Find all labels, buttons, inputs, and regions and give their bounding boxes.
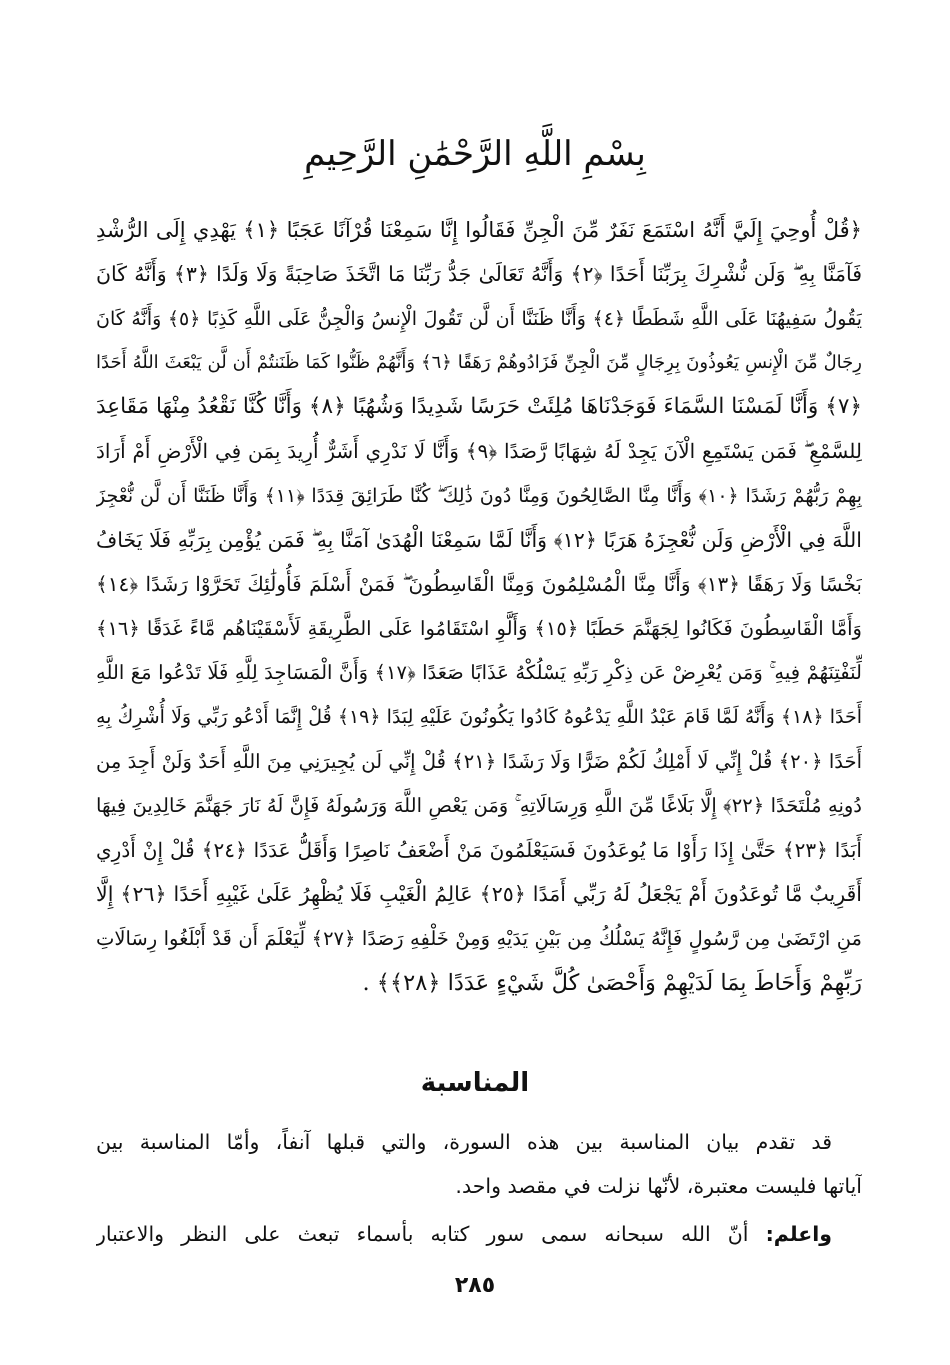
verse-line: ﴿قُلْ أُوحِيَ إِلَيَّ أَنَّهُ اسْتَمَعَ نَفَرٌ مِّنَ الْجِنِّ فَقَالُوا إِنَّا سَمِعْنَا قُرْآنًا عَجَبًا ﴿١﴾ يَهْدِي إِلَى الرُّشْدِ — [96, 218, 862, 242]
verse-line: بِهِمْ رَبُّهُمْ رَشَدًا ﴿١٠﴾ وَأَنَّا مِنَّا الصَّالِحُونَ وَمِنَّا دُونَ ذَٰلِكَ ۖ كُنَّا طَرَائِقَ قِدَدًا ﴿١١﴾ وَأَنَّا ظَنَنَّا أَن لَّن نُّعْجِزَ — [96, 484, 862, 507]
verse-line: وَأَمَّا الْقَاسِطُونَ فَكَانُوا لِجَهَنَّمَ حَطَبًا ﴿١٥﴾ وَأَلَّوِ اسْتَقَامُوا عَلَى الطَّرِيقَةِ لَأَسْقَيْنَاهُم مَّاءً غَدَقًا ﴿١٦﴾ — [96, 616, 862, 640]
paragraph-lead-word: واعلم: — [765, 1222, 832, 1246]
verse-line: رِجَالٌ مِّنَ الْإِنسِ يَعُوذُونَ بِرِجَالٍ مِّنَ الْجِنِّ فَزَادُوهُمْ رَهَقًا ﴿٦﴾ وَأَنَّهُمْ ظَنُّوا كَمَا ظَنَنتُمْ أَن لَّن يَبْعَثَ اللَّهُ أَحَدًا — [96, 351, 862, 373]
verse-line: مَنِ ارْتَضَىٰ مِن رَّسُولٍ فَإِنَّهُ يَسْلُكُ مِن بَيْنِ يَدَيْهِ وَمِنْ خَلْفِهِ رَصَدًا ﴿٢٧﴾ لِّيَعْلَمَ أَن قَدْ أَبْلَغُوا رِسَالَاتِ — [96, 926, 862, 950]
verse-line: أَبَدًا ﴿٢٣﴾ حَتَّىٰ إِذَا رَأَوْا مَا يُوعَدُونَ فَسَيَعْلَمُونَ مَنْ أَضْعَفُ نَاصِرًا وَأَقَلُّ عَدَدًا ﴿٢٤﴾ قُلْ إِنْ أَدْرِي — [96, 838, 862, 863]
section-title: المناسبة — [420, 1068, 530, 1098]
verse-line: رَبِّهِمْ وَأَحَاطَ بِمَا لَدَيْهِمْ وَأَحْصَىٰ كُلَّ شَيْءٍ عَدَدًا ﴿٢٨﴾﴾ . — [362, 970, 862, 997]
paragraph-text: أنّ الله سبحانه سمى سور كتابه بأسماء تبعث على النظر والاعتبار — [96, 1222, 749, 1246]
basmala-heading: بِسْمِ اللَّهِ الرَّحْمَٰنِ الرَّحِيمِ — [304, 134, 646, 174]
paragraph-line: قد تقدم بيان المناسبة بين هذه السورة، والتي قبلها آنفاً، وأمّا المناسبة بين — [96, 1130, 832, 1154]
verse-line: اللَّهَ فِي الْأَرْضِ وَلَن نُّعْجِزَهُ هَرَبًا ﴿١٢﴾ وَأَنَّا لَمَّا سَمِعْنَا الْهُدَىٰ آمَنَّا بِهِ ۖ فَمَن يُؤْمِن بِرَبِّهِ فَلَا يَخَافُ — [96, 528, 862, 553]
paragraph-2 — [96, 1212, 862, 1256]
verse-line: أَحَدًا ﴿١٨﴾ وَأَنَّهُ لَمَّا قَامَ عَبْدُ اللَّهِ يَدْعُوهُ كَادُوا يَكُونُونَ عَلَيْهِ لِبَدًا ﴿١٩﴾ قُلْ إِنَّمَا أَدْعُو رَبِّي وَلَا أُشْرِكُ بِهِ — [96, 706, 862, 729]
verse-line: بَخْسًا وَلَا رَهَقًا ﴿١٣﴾ وَأَنَّا مِنَّا الْمُسْلِمُونَ وَمِنَّا الْقَاسِطُونَ ۖ فَمَنْ أَسْلَمَ فَأُولَٰئِكَ تَحَرَّوْا رَشَدًا ﴿١٤﴾ — [96, 572, 862, 597]
verse-line: يَقُولُ سَفِيهُنَا عَلَى اللَّهِ شَطَطًا ﴿٤﴾ وَأَنَّا ظَنَنَّا أَن لَّن تَقُولَ الْإِنسُ وَالْجِنُّ عَلَى اللَّهِ كَذِبًا ﴿٥﴾ وَأَنَّهُ كَانَ — [96, 307, 862, 330]
verse-line: ﴿٧﴾ وَأَنَّا لَمَسْنَا السَّمَاءَ فَوَجَدْنَاهَا مُلِئَتْ حَرَسًا شَدِيدًا وَشُهُبًا ﴿٨﴾ وَأَنَّا كُنَّا نَقْعُدُ مِنْهَا مَقَاعِدَ — [96, 394, 862, 420]
paragraph-line: آياتها فليست معتبرة، لأنّها نزلت في مقصد واحد. — [455, 1174, 862, 1198]
quran-verses-block — [96, 208, 862, 1005]
verse-line: أَقَرِيبٌ مَّا تُوعَدُونَ أَمْ يَجْعَلُ لَهُ رَبِّي أَمَدًا ﴿٢٥﴾ عَالِمُ الْغَيْبِ فَلَا يُظْهِرُ عَلَىٰ غَيْبِهِ أَحَدًا ﴿٢٦﴾ إِلَّا — [96, 882, 862, 907]
verse-line: لِّنَفْتِنَهُمْ فِيهِ ۚ وَمَن يُعْرِضْ عَن ذِكْرِ رَبِّهِ يَسْلُكْهُ عَذَابًا صَعَدًا ﴿١٧﴾ وَأَنَّ الْمَسَاجِدَ لِلَّهِ فَلَا تَدْعُوا مَعَ اللَّهِ — [96, 660, 862, 684]
verse-line: لِلسَّمْعِ ۖ فَمَن يَسْتَمِعِ الْآنَ يَجِدْ لَهُ شِهَابًا رَّصَدًا ﴿٩﴾ وَأَنَّا لَا نَدْرِي أَشَرٌّ أُرِيدَ بِمَن فِي الْأَرْضِ أَمْ أَرَادَ — [96, 439, 862, 464]
paragraph-line — [96, 1212, 862, 1256]
page-number: ٢٨٥ — [454, 1273, 496, 1298]
paragraph-1 — [96, 1120, 862, 1208]
verse-line: فَآمَنَّا بِهِ ۖ وَلَن نُّشْرِكَ بِرَبِّنَا أَحَدًا ﴿٢﴾ وَأَنَّهُ تَعَالَىٰ جَدُّ رَبِّنَا مَا اتَّخَذَ صَاحِبَةً وَلَا وَلَدًا ﴿٣﴾ وَأَنَّهُ كَانَ — [96, 262, 862, 287]
verse-line: أَحَدًا ﴿٢٠﴾ قُلْ إِنِّي لَا أَمْلِكُ لَكُمْ ضَرًّا وَلَا رَشَدًا ﴿٢١﴾ قُلْ إِنِّي لَن يُجِيرَنِي مِنَ اللَّهِ أَحَدٌ وَلَنْ أَجِدَ مِن — [96, 749, 862, 773]
verse-line: دُونِهِ مُلْتَحَدًا ﴿٢٢﴾ إِلَّا بَلَاغًا مِّنَ اللَّهِ وَرِسَالَاتِهِ ۚ وَمَن يَعْصِ اللَّهَ وَرَسُولَهُ فَإِنَّ لَهُ نَارَ جَهَنَّمَ خَالِدِينَ فِيهَا — [96, 793, 862, 817]
